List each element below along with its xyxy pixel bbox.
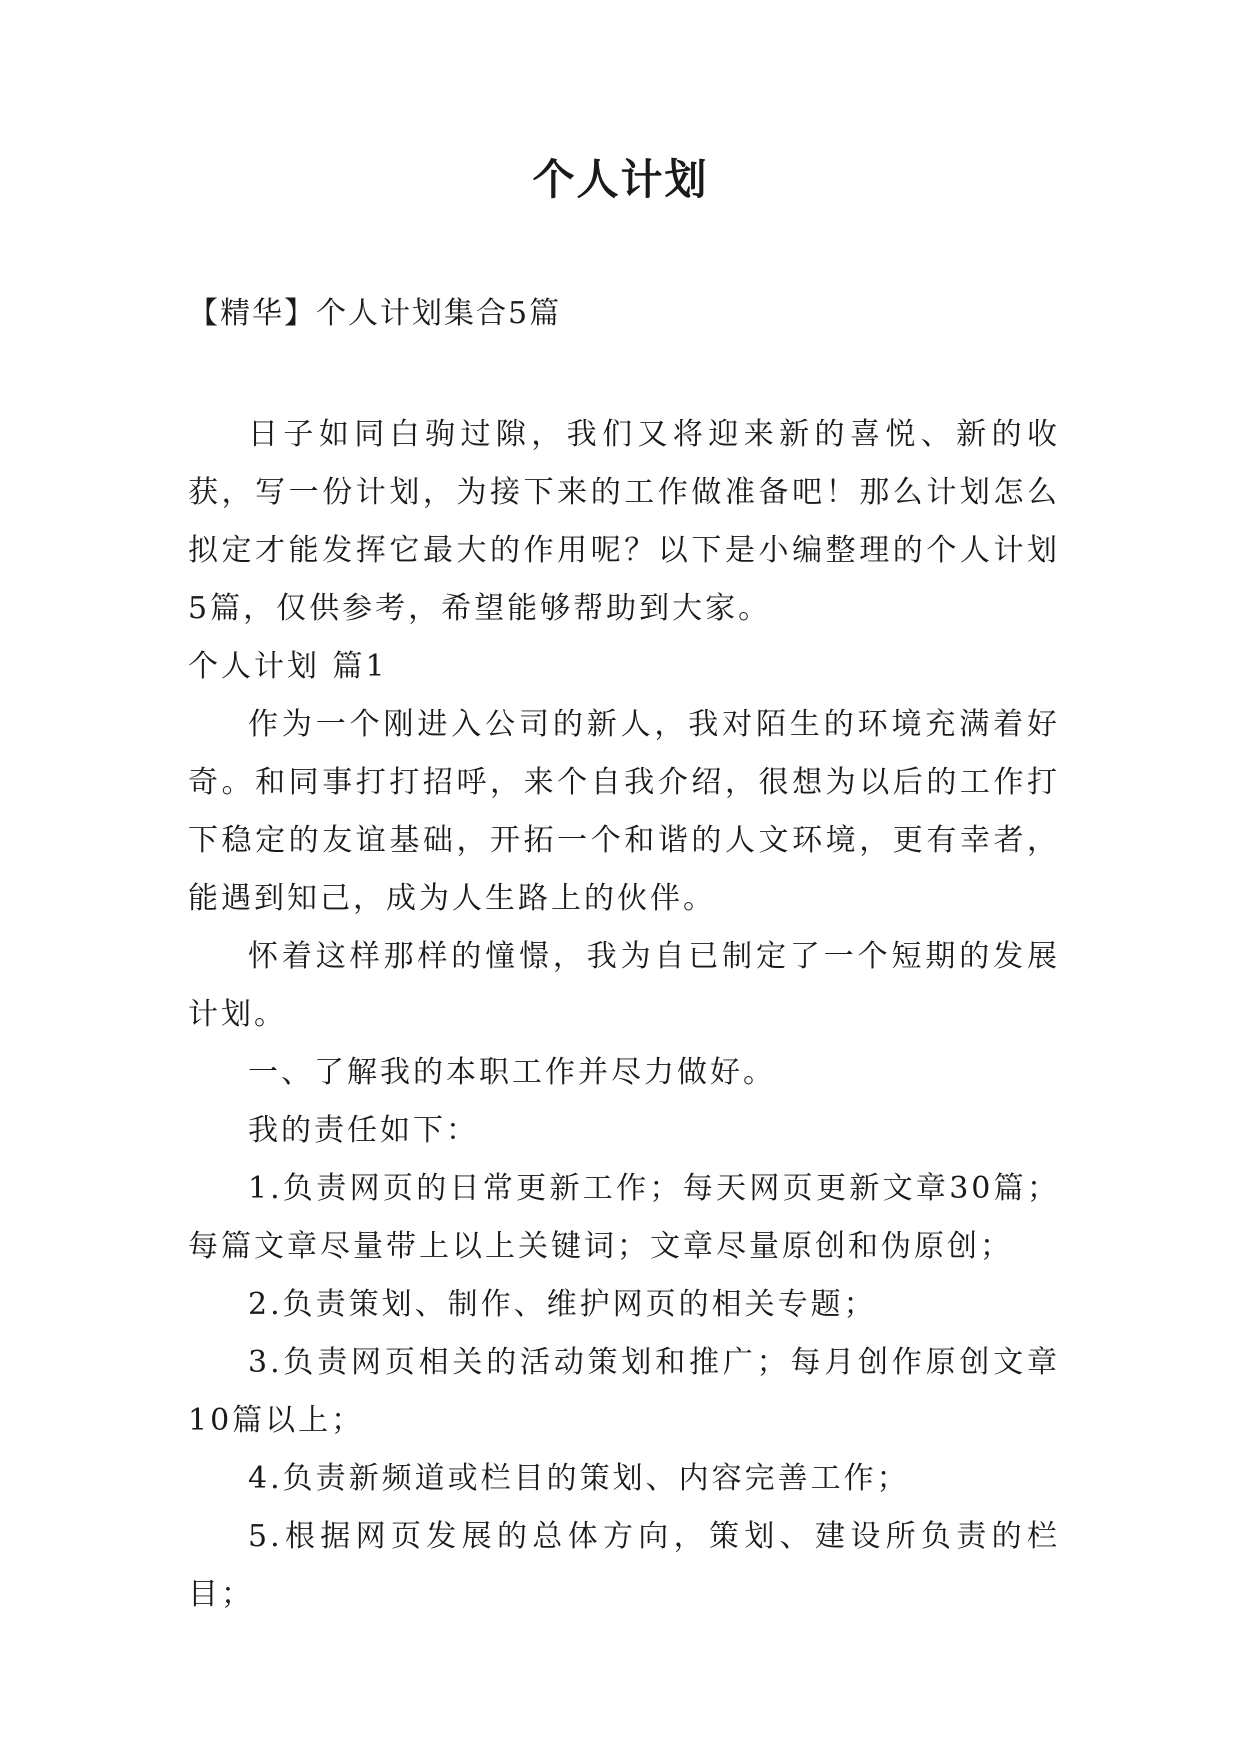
list-item: 4.负责新频道或栏目的策划、内容完善工作；	[248, 1461, 910, 1496]
list-item: 5.根据网页发展的总体方向，策划、建设所负责的栏目；	[188, 1519, 1060, 1612]
paragraph: 我的责任如下：	[248, 1113, 479, 1148]
paragraph: 作为一个刚进入公司的新人，我对陌生的环境充满着好奇。和同事打打招呼，来个自我介绍，很想为以后的工作打下稳定的友谊基础，开拓一个和谐的人文环境，更有幸者，能遇到知己，成为人生路上的伙伴。	[188, 707, 1060, 916]
list-item: 2.负责策划、制作、维护网页的相关专题；	[248, 1287, 877, 1322]
document-subtitle: 【精华】个人计划集合5篇	[188, 296, 562, 331]
page-title: 个人计划	[532, 155, 709, 204]
document-body	[188, 406, 1060, 1624]
paragraph: 怀着这样那样的憧憬，我为自已制定了一个短期的发展计划。	[188, 939, 1060, 1032]
list-item: 1.负责网页的日常更新工作；每天网页更新文章30篇；每篇文章尽量带上以上关键词；文章尽量原创和伪原创；	[188, 1171, 1060, 1264]
section-heading: 个人计划 篇1	[188, 649, 388, 684]
list-item: 3.负责网页相关的活动策划和推广；每月创作原创文章10篇以上；	[188, 1345, 1060, 1438]
paragraph-intro: 日子如同白驹过隙，我们又将迎来新的喜悦、新的收获，写一份计划，为接下来的工作做准备吧！那么计划怎么拟定才能发挥它最大的作用呢？以下是小编整理的个人计划5篇，仅供参考，希望能够帮助到大家。	[188, 417, 1060, 626]
list-heading: 一、了解我的本职工作并尽力做好。	[248, 1055, 776, 1090]
